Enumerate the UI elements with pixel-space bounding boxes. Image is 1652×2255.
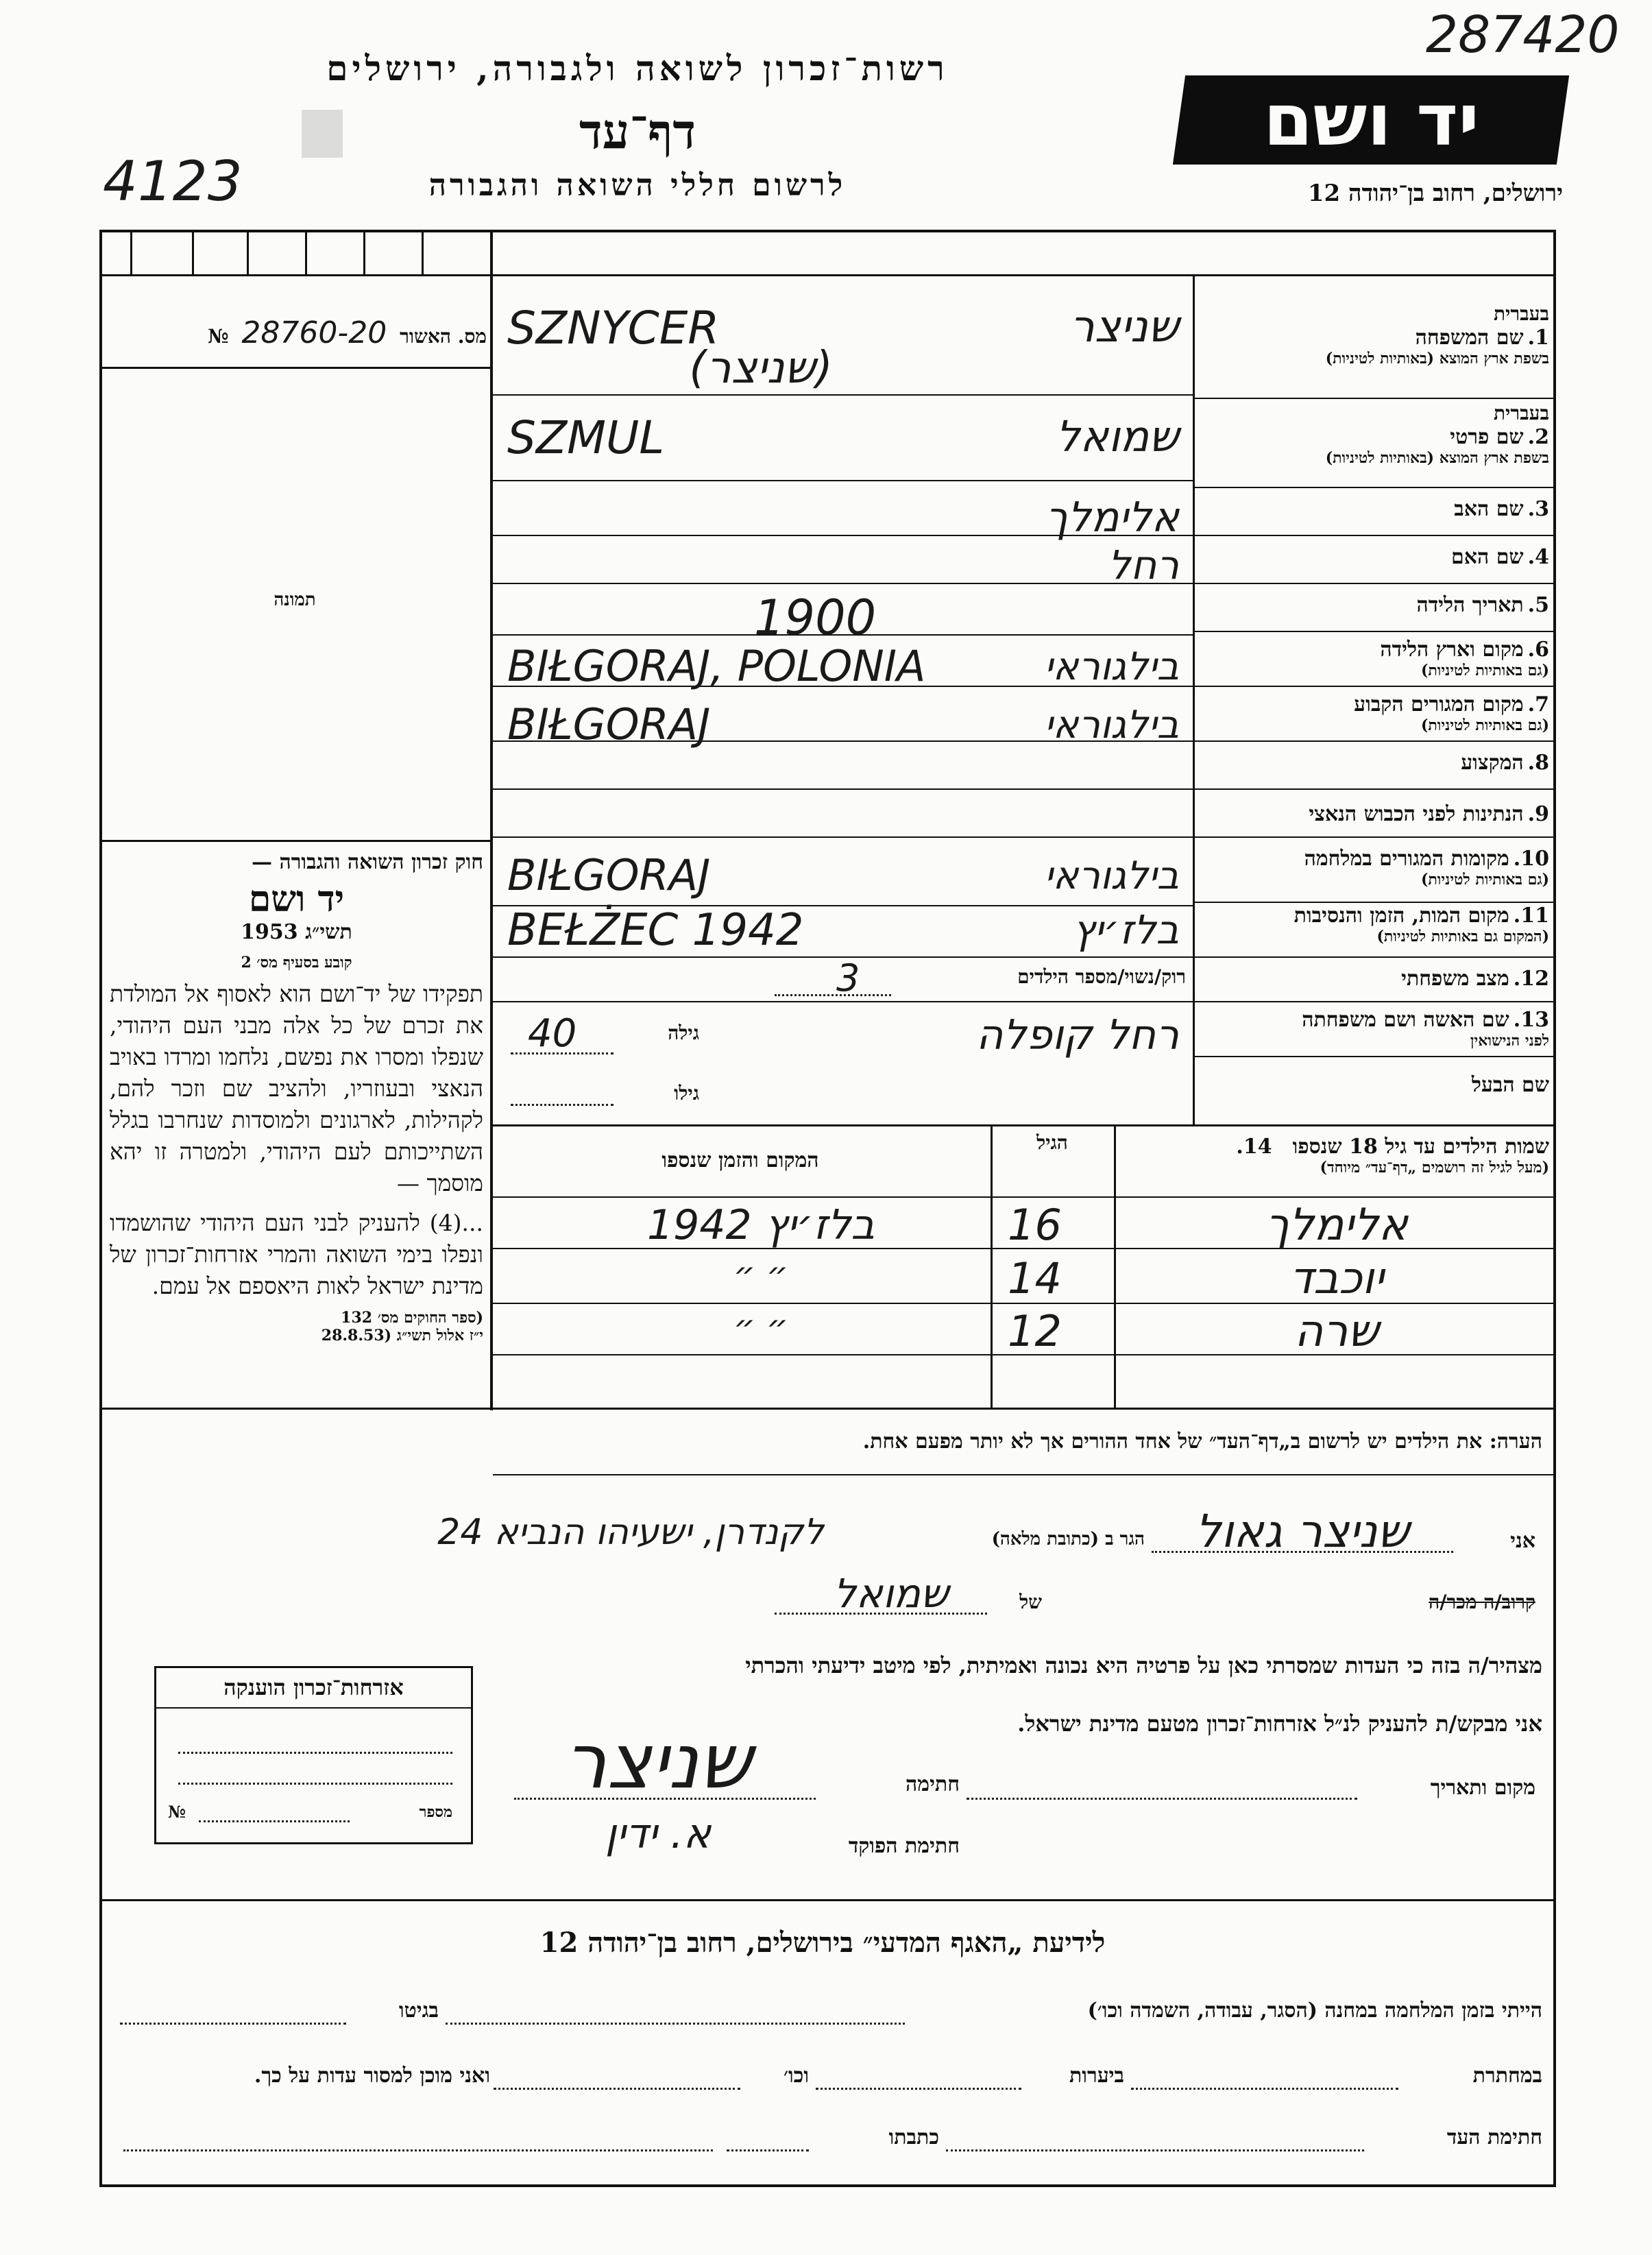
bottom-line1-camp: הייתי בזמן המלחמה במחנה (הסגר, עבודה, השמדה וכו׳) xyxy=(1087,1999,1542,2023)
wife-name-hebrew: רחל קופלה xyxy=(976,1011,1179,1059)
law-text-block xyxy=(110,850,483,1344)
bottom-line1-ghetto: בגיטו xyxy=(398,1999,439,2023)
declaration-i-label: אני xyxy=(1510,1529,1535,1553)
child-age: 16 xyxy=(1008,1200,1062,1250)
child-age: 14 xyxy=(1008,1253,1062,1303)
citizenship-number-label: מספר xyxy=(419,1803,452,1821)
children-place-column-header: המקום והזמן שנספו xyxy=(661,1148,819,1172)
citizenship-number-prefix: № xyxy=(168,1802,186,1822)
field-mother-name-label: 4.שם האם xyxy=(1451,545,1549,569)
photo-placeholder: תמונה xyxy=(274,590,316,610)
handwritten-archive-number: 287420 xyxy=(1426,5,1620,64)
death-place-hebrew: בלז׳יץ xyxy=(1073,906,1179,953)
law-reference: (ספר החוקים מס׳ 132 xyxy=(341,1309,483,1327)
form-subtitle: לרשום חללי השואה והגבורה xyxy=(428,168,847,203)
field-profession-label: 8.המקצוע xyxy=(1461,751,1549,775)
children-age-column-header: הגיל xyxy=(1036,1131,1068,1154)
declarant-name: שניצר גאול xyxy=(1195,1505,1410,1558)
stamp-mark xyxy=(302,110,343,158)
law-name: יד ושם xyxy=(248,878,345,920)
handwritten-file-number: 4123 xyxy=(103,149,243,213)
family-name-hebrew: שניצר xyxy=(1069,302,1179,352)
bottom-title: לידיעת „האגף המדעי״ בירושלים, רחוב בן־יהודה 12 xyxy=(539,1927,1106,1959)
children-section-title: שמות הילדים עד גיל 18 שנספו14. (מעל לגיל זה רושמים „דף־עד״ מיוחד) xyxy=(1236,1135,1549,1177)
field-wartime-residence-label: 10.מקומות המגורים במלחמה (גם באותיות לטיניות) xyxy=(1304,847,1549,889)
wife-age-label: גילה xyxy=(668,1022,699,1044)
official-signature-label: חתימת הפוקד xyxy=(848,1834,960,1858)
law-paragraph-2: ...(4) להעניק לבני העם היהודי שהושמדו ונפלו בימי השואה והמרי אזרחות־זכרון של מדינת ישראל לאות היאספם אל עמם. xyxy=(110,1209,483,1299)
approval-label: מס. האשור xyxy=(400,325,487,348)
law-section: קובע בסעיף מס׳ 2 xyxy=(241,954,352,972)
law-paragraph-1: תפקידו של יד־ושם הוא לאסוף אל המולדת את זכרם של כל אלה מבני העם היהודי, שנפלו ומסרו את נפשם, נלחמו ומרדו באויב הנאצי ובעוזריו, ולהציב שם וזכר להם, לקהילות, לארגונים ולמוסדות שנחרבו בגלל השתייכותם לעם היהודי, ולמטרה זו יהא מוסמך — xyxy=(110,980,483,1196)
form-title: דף־עד xyxy=(579,103,696,160)
children-count-value: 3 xyxy=(836,956,860,1000)
first-name-hebrew: שמואל xyxy=(1056,411,1179,461)
approval-number-row xyxy=(130,315,487,350)
declarant-signature: שניצר xyxy=(564,1717,752,1805)
birth-place-hebrew: בילגוראי xyxy=(1044,644,1179,689)
wartime-residence-latin: BIŁGORAJ xyxy=(507,850,711,900)
field-nationality-label: 9.הנתינות לפני הכבוש הנאצי xyxy=(1309,802,1549,826)
death-place-latin: BEŁŻEC 1942 xyxy=(507,905,804,956)
birth-place-latin: BIŁGORAJ, POLONIA xyxy=(507,641,926,691)
field-residence-label: 7.מקום המגורים הקבוע (גם באותיות לטיניות) xyxy=(1354,692,1549,734)
child-place: ״ ״ xyxy=(733,1307,789,1347)
child-name: אלימלך xyxy=(1265,1200,1408,1251)
bottom-line2-underground: במחתרת xyxy=(1472,2064,1542,2088)
mother-name-hebrew: רחל xyxy=(1108,542,1179,588)
law-title: חוק זכרון השואה והגבורה — xyxy=(252,850,483,874)
residence-latin: BIŁGORAJ xyxy=(507,699,711,749)
approval-number: 28760-20 xyxy=(241,315,387,350)
children-count-label: רוק/נשוי/מספר הילדים xyxy=(1017,965,1186,988)
wife-age-value: 40 xyxy=(528,1011,577,1056)
birth-date-value: 1900 xyxy=(754,590,877,646)
wartime-residence-hebrew: בילגוראי xyxy=(1044,854,1179,898)
field-death-place-label: 11.מקום המות, הזמן והנסיבות (המקום גם באותיות לטיניות) xyxy=(1293,904,1549,945)
authority-name: רשות־זכרון לשואה ולגבורה, ירושלים xyxy=(326,48,949,88)
header-address: ירושלים, רחוב בן־יהודה 12 xyxy=(1307,180,1563,207)
child-place: בלז׳יץ 1942 xyxy=(646,1201,875,1249)
declarant-address-label: הגר ב (כתובת מלאה) xyxy=(991,1529,1145,1549)
first-name-latin: SZMUL xyxy=(507,411,665,464)
field-birth-place-label: 6.מקום וארץ הלידה (גם באותיות לטיניות) xyxy=(1380,638,1549,679)
witness-signature-label: חתימת העד xyxy=(1446,2125,1542,2149)
declaration-request: אני מבקש/ת להעניק לנ״ל אזרחות־זכרון מטעם מדינת ישראל. xyxy=(1017,1711,1542,1737)
place-date-label: מקום ותאריך xyxy=(1430,1776,1535,1800)
family-name-latin: SZNYCER xyxy=(507,302,720,354)
declaration-statement: מצהיר/ה בזה כי העדות שמסרתי כאן על פרטיה היא נכונה ואמיתית, לפי מיטב ידיעתי והכרתי xyxy=(745,1652,1542,1678)
signature-label: חתימה xyxy=(906,1772,960,1796)
witness-address-label: כתבתו xyxy=(888,2125,939,2149)
field-wife-name-label: 13.שם האשה ושם משפחתה לפני הנישואין xyxy=(1302,1008,1549,1050)
bottom-line2-forests: ביערות xyxy=(1069,2064,1124,2088)
field-family-name-label: בעברית 1.שם המשפחה בשפת ארץ המוצא (באותיות לטיניות) xyxy=(1325,302,1549,367)
child-name: שרה xyxy=(1294,1306,1379,1357)
bottom-line2-testimony: ואני מוכן למסור עדות על כך. xyxy=(254,2064,490,2088)
field-first-name-label: בעברית 2.שם פרטי בשפת ארץ המוצא (באותיות לטיניות) xyxy=(1325,402,1549,467)
relation-of-label: של xyxy=(1019,1591,1042,1613)
family-name-hebrew-alt: (שניצר) xyxy=(689,343,833,394)
child-place: ״ ״ xyxy=(733,1255,789,1294)
bottom-line2-etc: וכו׳ xyxy=(784,2064,809,2088)
logo-text: יד ושם xyxy=(1263,78,1479,162)
law-date: י״ז אלול תשי״ג (28.8.53 xyxy=(321,1327,483,1344)
field-marital-status-label: 12.מצב משפחתי xyxy=(1401,967,1549,991)
declarant-address: לקנדרן, ישעיהו הנביא 24 xyxy=(437,1512,824,1553)
law-year: תשי״ג 1953 xyxy=(241,920,352,944)
field-husband-name-label: שם הבעל xyxy=(1471,1073,1549,1097)
father-name-hebrew: אלימלך xyxy=(1045,494,1179,542)
field-father-name-label: 3.שם האב xyxy=(1454,497,1549,521)
relation-name: שמואל xyxy=(833,1570,949,1617)
field-birth-date-label: 5.תאריך הלידה xyxy=(1416,593,1549,617)
official-signature: א. ידין xyxy=(605,1810,712,1858)
husband-age-label: גילו xyxy=(674,1082,699,1105)
children-note: הערה: את הילדים יש לרשום ב„דף־העד״ של אחד ההורים אך לא יותר מפעם אחת. xyxy=(862,1430,1542,1454)
yad-vashem-logo xyxy=(1173,75,1569,165)
residence-hebrew: בילגוראי xyxy=(1044,703,1179,747)
approval-prefix: № xyxy=(208,325,229,348)
relation-label: קרוב/ה מכר/ה xyxy=(1429,1591,1535,1613)
child-age: 12 xyxy=(1008,1306,1062,1356)
child-name: יוכבד xyxy=(1289,1253,1384,1304)
citizenship-box-title: אזרחות־זכרון הוענקה xyxy=(223,1674,404,1700)
